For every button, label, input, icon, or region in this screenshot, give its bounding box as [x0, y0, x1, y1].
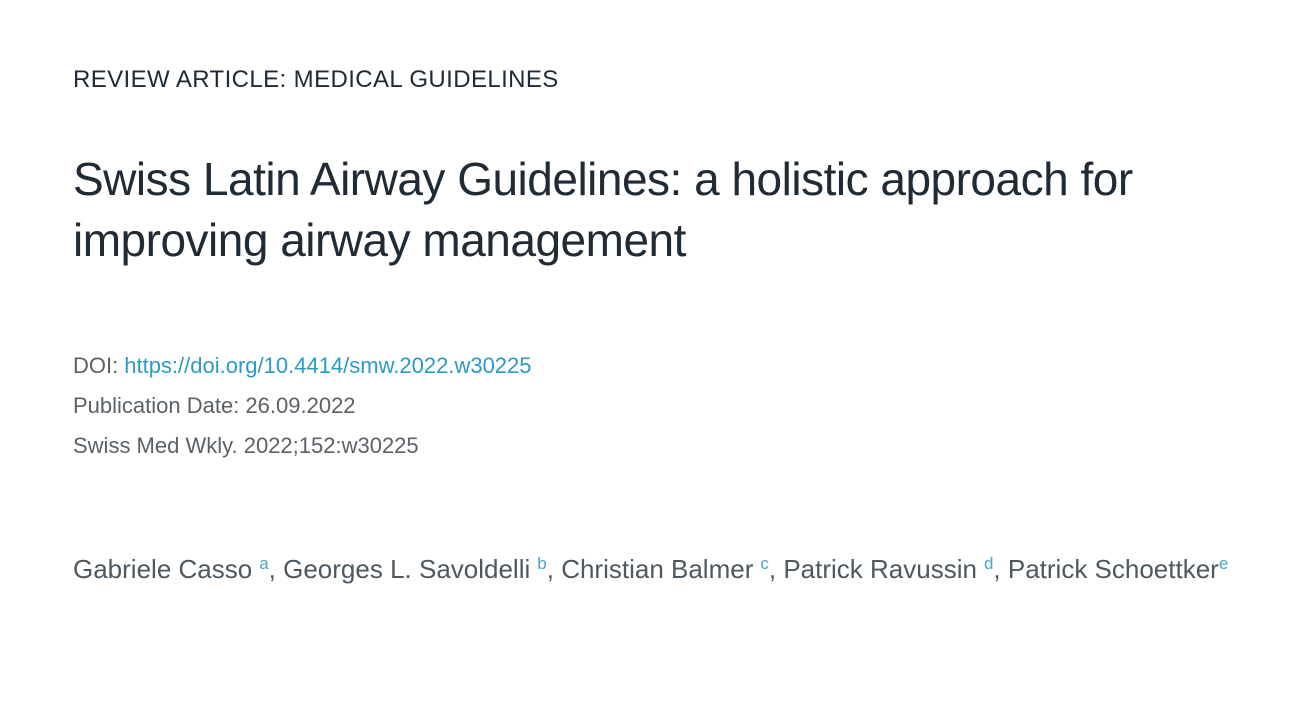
- author-name: Patrick Schoettker: [1007, 554, 1219, 585]
- author: [1008, 554, 1228, 584]
- author-separator: ,: [993, 554, 1008, 585]
- author-name: Patrick Ravussin: [783, 554, 977, 585]
- journal-citation: Swiss Med Wkly. 2022;152:w30225: [73, 433, 419, 459]
- author: [73, 554, 283, 584]
- author: [283, 554, 561, 584]
- publication-date: Publication Date: 26.09.2022: [73, 393, 356, 419]
- author-name: Georges L. Savoldelli: [283, 554, 531, 585]
- article-title: Swiss Latin Airway Guidelines: a holistic approach for improving airway management: [73, 152, 1133, 266]
- author-affiliation-superscript: b: [537, 554, 547, 574]
- author-separator: ,: [546, 554, 562, 585]
- article-category-label: REVIEW ARTICLE: MEDICAL GUIDELINES: [73, 66, 559, 93]
- author-separator: ,: [768, 554, 784, 585]
- article-meta: [73, 346, 1243, 466]
- author-name: Gabriele Casso: [73, 554, 253, 585]
- doi-link[interactable]: https://doi.org/10.4414/smw.2022.w30225: [124, 353, 532, 379]
- doi-row: [73, 346, 1243, 386]
- author-list: [73, 546, 1243, 596]
- author-separator: ,: [268, 554, 284, 585]
- author-name: Christian Balmer: [561, 554, 754, 585]
- author-affiliation-superscript: d: [983, 554, 994, 574]
- doi-label: DOI:: [73, 353, 119, 379]
- author: [783, 554, 1008, 584]
- author-affiliation-superscript: e: [1218, 554, 1229, 574]
- author-affiliation-superscript: a: [259, 554, 269, 574]
- author: [561, 554, 783, 584]
- author-affiliation-superscript: c: [760, 554, 769, 574]
